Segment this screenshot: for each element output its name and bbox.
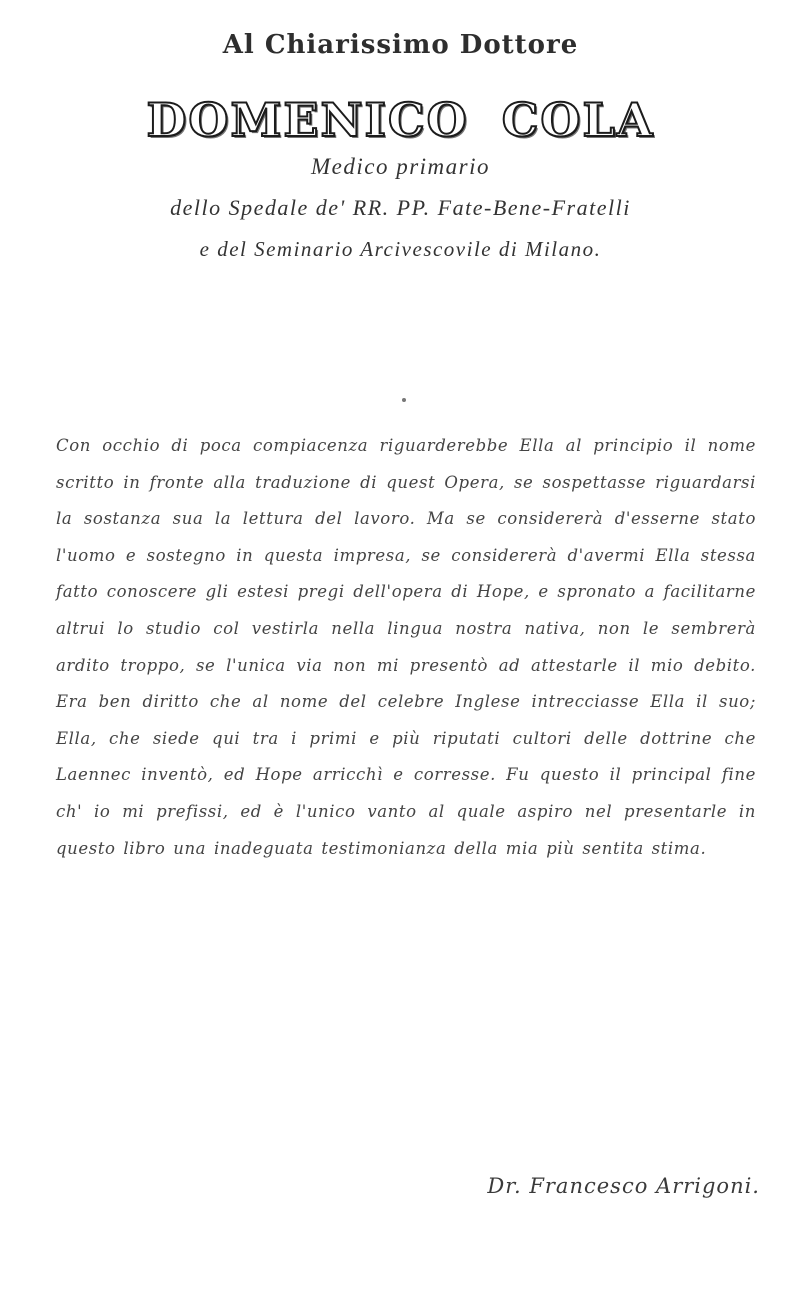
signature: Dr. Francesco Arrigoni. (487, 1174, 760, 1198)
dedicatee-name (0, 93, 801, 147)
dedicatee-title-line-1: Medico primario (310, 154, 490, 179)
dedicatee-first-name: DOMENICO (146, 93, 469, 147)
ornament-dot (402, 398, 406, 402)
dedicatee-last-name: COLA (501, 93, 655, 147)
salutation: Al Chiarissimo Dottore (222, 30, 579, 60)
dedication-body: Con occhio di poca compiacenza riguarderebbe Ella al principio il nome scritto in fronte alla traduzione di quest Opera, se sospettasse riguardarsi la sostanza sua la lettura del lavoro. Ma se considererà d'esserne stato l'uomo e sostegno in questa impresa, se considererà d'avermi Ella stessa fatto conoscere gli estesi pregi dell'opera di Hope, e spronato a facilitarne altrui lo studio col vestirla nella lingua nostra nativa, non le sembrerà ardito troppo, se l'unica via non mi presentò ad attestarle il mio debito. Era ben diritto che al nome del celebre Inglese intrecciasse Ella il suo; Ella, che siede qui tra i primi e più riputati cultori delle dottrine che Laennec inventò, ed Hope arricchì e corresse. Fu questo il principal fine ch' io mi prefissi, ed è l'unico vanto al quale aspiro nel presentarle in questo libro una inadeguata testimonianza della mia più sentita stima. (56, 436, 756, 858)
dedicatee-title-line-2: dello Spedale de' RR. PP. Fate-Bene-Fratelli (170, 195, 631, 220)
dedicatee-title-line-3: e del Seminario Arcivescovile di Milano. (199, 237, 602, 261)
